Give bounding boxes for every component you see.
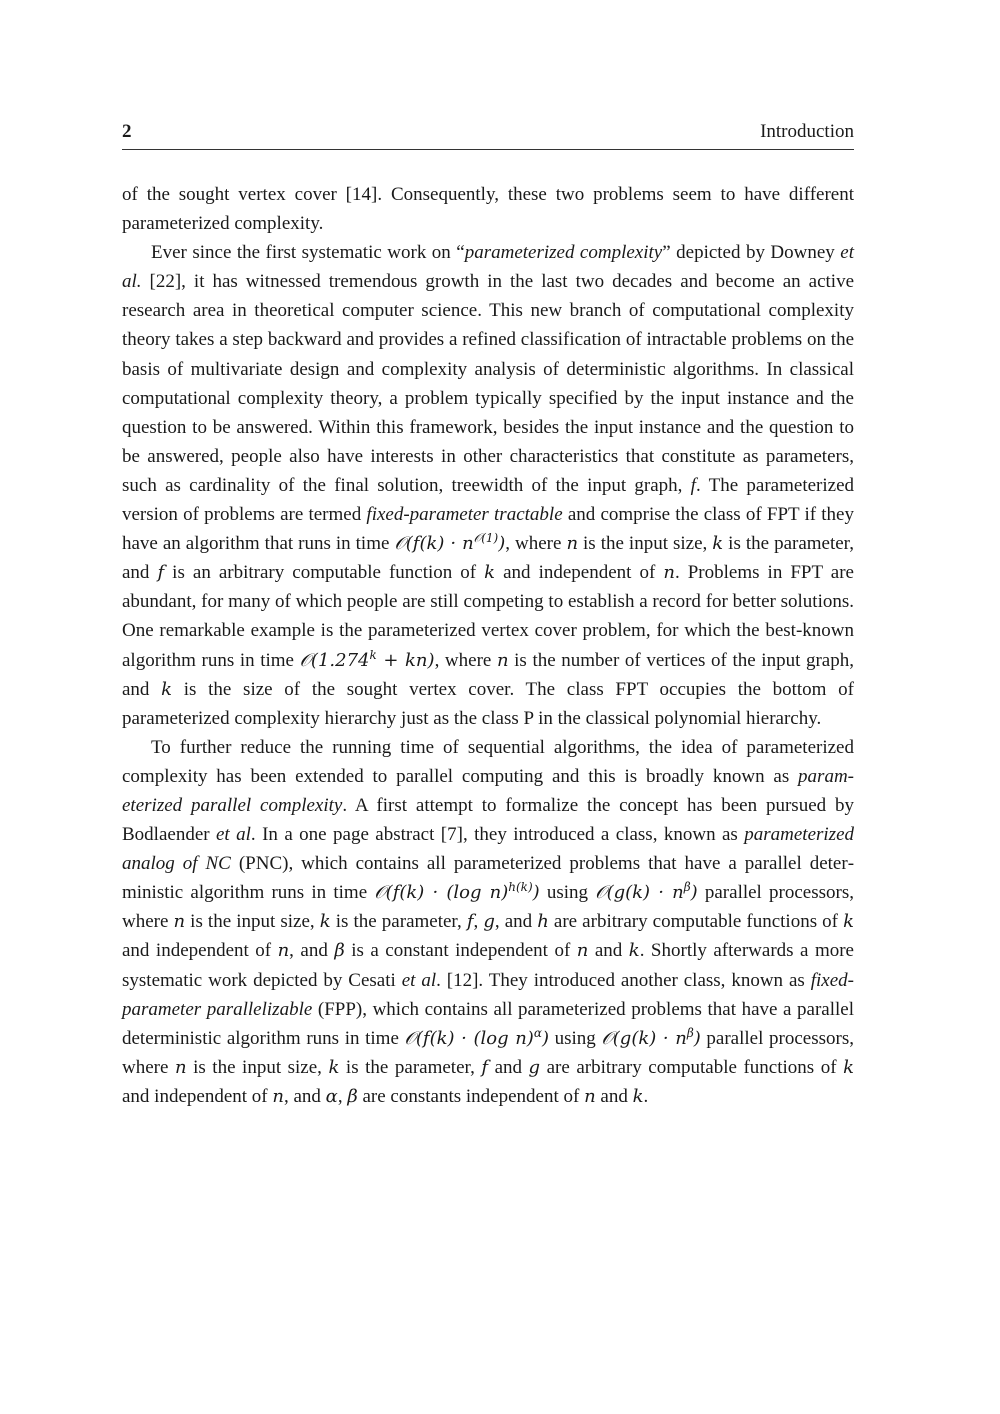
- math-vertex-cover-runtime: $𝒪(1.274^k + kn)$: [299, 647, 435, 671]
- running-header: [122, 121, 854, 150]
- math-pnc-processors: 𝒪(g(k) · $n^\beta$): [595, 880, 698, 904]
- body-text: [122, 180, 854, 1111]
- paragraph-parallel-complexity: To further reduce the running time of sequential algorithms, the idea of parameterized complexity has been extended to parallel computing and this is broadly known as parameterized parallel complexity. A first attempt to formalize the concept has been pursued by Bodlaender et al. In a one page abstract [7], they introduced a class, known as parameterized analog of NC (PNC), which contains all parameterized problems that have a parallel deterministic algorithm runs in time 𝒪(f(k) · (log n)$^{h(k)}$) using 𝒪(g(k) · $n^\beta$) parallel processors, where n is the input size, k is the parameter, f, g, and h are arbitrary computable functions of k and independent of n, and β is a constant independent of n and k. Shortly afterwards a more systematic work depicted by Cesati et al. [12]. They introduced another class, known as fixed-parameter parallelizable (FPP), which contains all parameterized problems that have a parallel deterministic algorithm runs in time 𝒪(f(k) · (log n)$^\alpha$) using 𝒪(g(k) · $n^\beta$) parallel processors, where n is the input size, k is the parameter, f and g are arbitrary computable functions of k and independent of n, and α, β are constants independent of n and k.: [122, 736, 855, 1107]
- math-fpp-runtime: 𝒪(f(k) · (log n)$^\alpha$): [404, 1025, 549, 1049]
- math-fpt-runtime: 𝒪(f(k) · $n^{𝒪(1)}$): [394, 531, 506, 555]
- paragraph-continued: of the sought vertex cover [14]. Consequently, these two problems seem to have different parameterized complexity.: [122, 184, 854, 235]
- page-number: 2: [122, 121, 132, 142]
- paragraph-parameterized-complexity: Ever since the first systematic work on “parameterized complexity” depicted by Downey et al. [22], it has witnessed tremendous growth in the last two decades and become an active research area in theoretical computer science. This new branch of computational complexity theory takes a step backward and provides a refined classification of intractable problems on the basis of multivariate design and complexity analysis of deterministic algorithms. In classical computational complexity theory, a problem typically specified by the input instance and the question to be answered. Within this framework, besides the input instance and the question to be answered, people also have interests in other characteristics that constitute as parameters, such as cardinality of the final solution, treewidth of the input graph, f. The parameterized version of problems are termed fixed-parameter tractable and comprise the class of FPT if they have an algorithm that runs in time 𝒪(f(k) · $n^{𝒪(1)}$), where n is the input size, k is the parameter, and f is an arbitrary computable function of k and independent of n. Problems in FPT are abundant, for many of which people are still competing to establish a record for better solutions. One remarkable example is the parameterized vertex cover problem, for which the best-known algorithm runs in time $𝒪(1.274^k + kn)$, where n is the number of vertices of the input graph, and k is the size of the sought vertex cover. The class FPT occupies the bottom of parameterized complexity hierarchy just as the class P in the classical polynomial hierarchy.: [122, 242, 855, 729]
- running-title: Introduction: [760, 121, 854, 142]
- math-pnc-runtime: 𝒪(f(k) · (log n)$^{h(k)}$): [374, 880, 540, 904]
- math-fpp-processors: 𝒪(g(k) · $n^\beta$): [601, 1025, 701, 1049]
